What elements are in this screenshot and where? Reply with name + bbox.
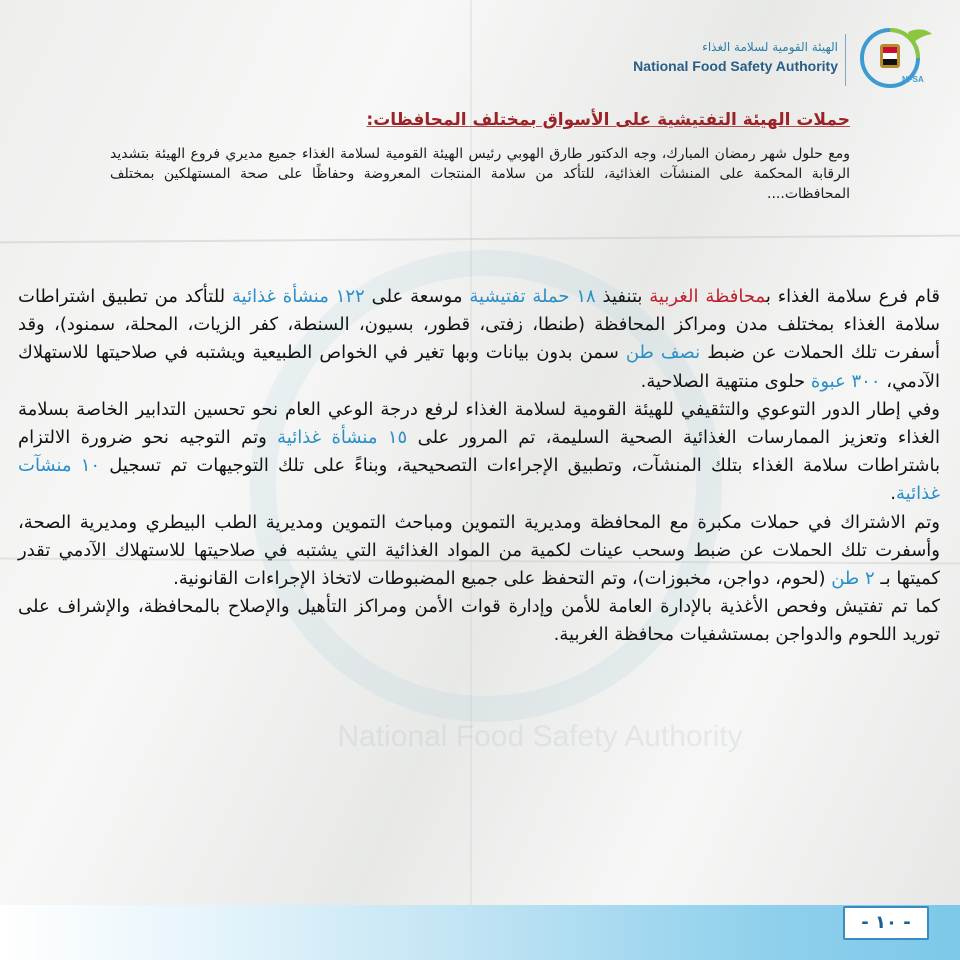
intro-paragraph: ومع حلول شهر رمضان المبارك، وجه الدكتور طارق الهوبي رئيس الهيئة القومية لسلامة الغذاء جميع مديري فروع الهيئة بتشديد الرقابة المحكمة على المنشآت الغذائية، للتأكد من سلامة المنتجات المعروضة وحفاظًا على صحة المستهلكين بمختلف المحافظات.... bbox=[110, 146, 850, 202]
logo-divider bbox=[845, 34, 846, 86]
page-number: - ١٠ - bbox=[843, 906, 929, 940]
registered-count: ١٠ منشآت غذائية bbox=[18, 455, 940, 505]
footer-bar bbox=[0, 905, 960, 960]
logo-arabic-name: الهيئة القومية لسلامة الغذاء bbox=[702, 40, 838, 54]
sweets-quantity: ٣٠٠ عبوة bbox=[810, 370, 881, 392]
section-title: حملات الهيئة التفتيشية على الأسواق بمختلف المحافظات: bbox=[366, 110, 850, 130]
nfsa-logo-icon bbox=[850, 22, 940, 94]
paragraph-1: قام فرع سلامة الغذاء بمحافظة الغربية بتنفيذ ١٨ حملة تفتيشية موسعة على ١٢٢ منشأة غذائية للتأكد من تطبيق اشتراطات سلامة الغذاء بمختلف مدن ومراكز المحافظة (طنطا، زفتى، قطور، بسيون، السنطة، كفر الزيات، المحلة، سمنود)، وقد أسفرت تلك الحملات عن ضبط نصف طن سمن بدون بيانات وبها تغير في الخواص الطبيعية ويشتبه في صلاحيتها للاستهلاك الآدمي، ٣٠٠ عبوة حلوى منتهية الصلاحية. bbox=[18, 286, 940, 392]
campaigns-count: ١٨ حملة تفتيشية bbox=[469, 286, 596, 307]
seized-quantity: ٢ طن bbox=[831, 568, 875, 590]
paragraph-3: وتم الاشتراك في حملات مكبرة مع المحافظة ومديرية التموين ومباحث التموين ومديرية الطب البيطري ومديرية الصحة، وأسفرت تلك الحملات عن ضبط وسحب عينات لكمية من المواد الغذائية التي يشتبه في صلاحيتها للاستهلاك الآدمي تقدر كميتها بـ ٢ طن (لحوم، دواجن، مخبوزات)، وتم التحفظ على جميع المضبوطات لاتخاذ الإجراءات القانونية. bbox=[18, 511, 940, 590]
intro-section bbox=[110, 110, 850, 216]
logo-english-name: National Food Safety Authority bbox=[633, 58, 838, 74]
governorate-highlight: محافظة الغربية bbox=[649, 286, 766, 307]
facilities-count: ١٢٢ منشأة غذائية bbox=[232, 286, 365, 307]
article-body bbox=[18, 283, 940, 650]
watermark-text: National Food Safety Authority bbox=[337, 720, 743, 753]
ghee-quantity: نصف طن bbox=[625, 342, 701, 364]
paragraph-4: كما تم تفتيش وفحص الأغذية بالإدارة العامة للأمن وإدارة قوات الأمن ومراكز التأهيل والإصلاح بالمحافظة، والإشراف على توريد اللحوم والدواجن بمستشفيات محافظة الغربية. bbox=[18, 596, 940, 646]
paragraph-2: وفي إطار الدور التوعوي والتثقيفي للهيئة القومية لسلامة الغذاء لرفع درجة الوعي العام نحو تحسين التدابير الخاصة بسلامة الغذاء وتعزيز الممارسات الغذائية الصحية السليمة، تم المرور على ١٥ منشأة غذائية وتم التوجيه نحو ضرورة الالتزام باشتراطات سلامة الغذاء بتلك المنشآت، وتطبيق الإجراءات التصحيحية، وبناءً على تلك التوجيهات تم تسجيل ١٠ منشآت غذائية. bbox=[18, 398, 941, 505]
visited-count: ١٥ منشأة غذائية bbox=[277, 427, 408, 449]
svg-text:NFSA: NFSA bbox=[902, 75, 924, 84]
